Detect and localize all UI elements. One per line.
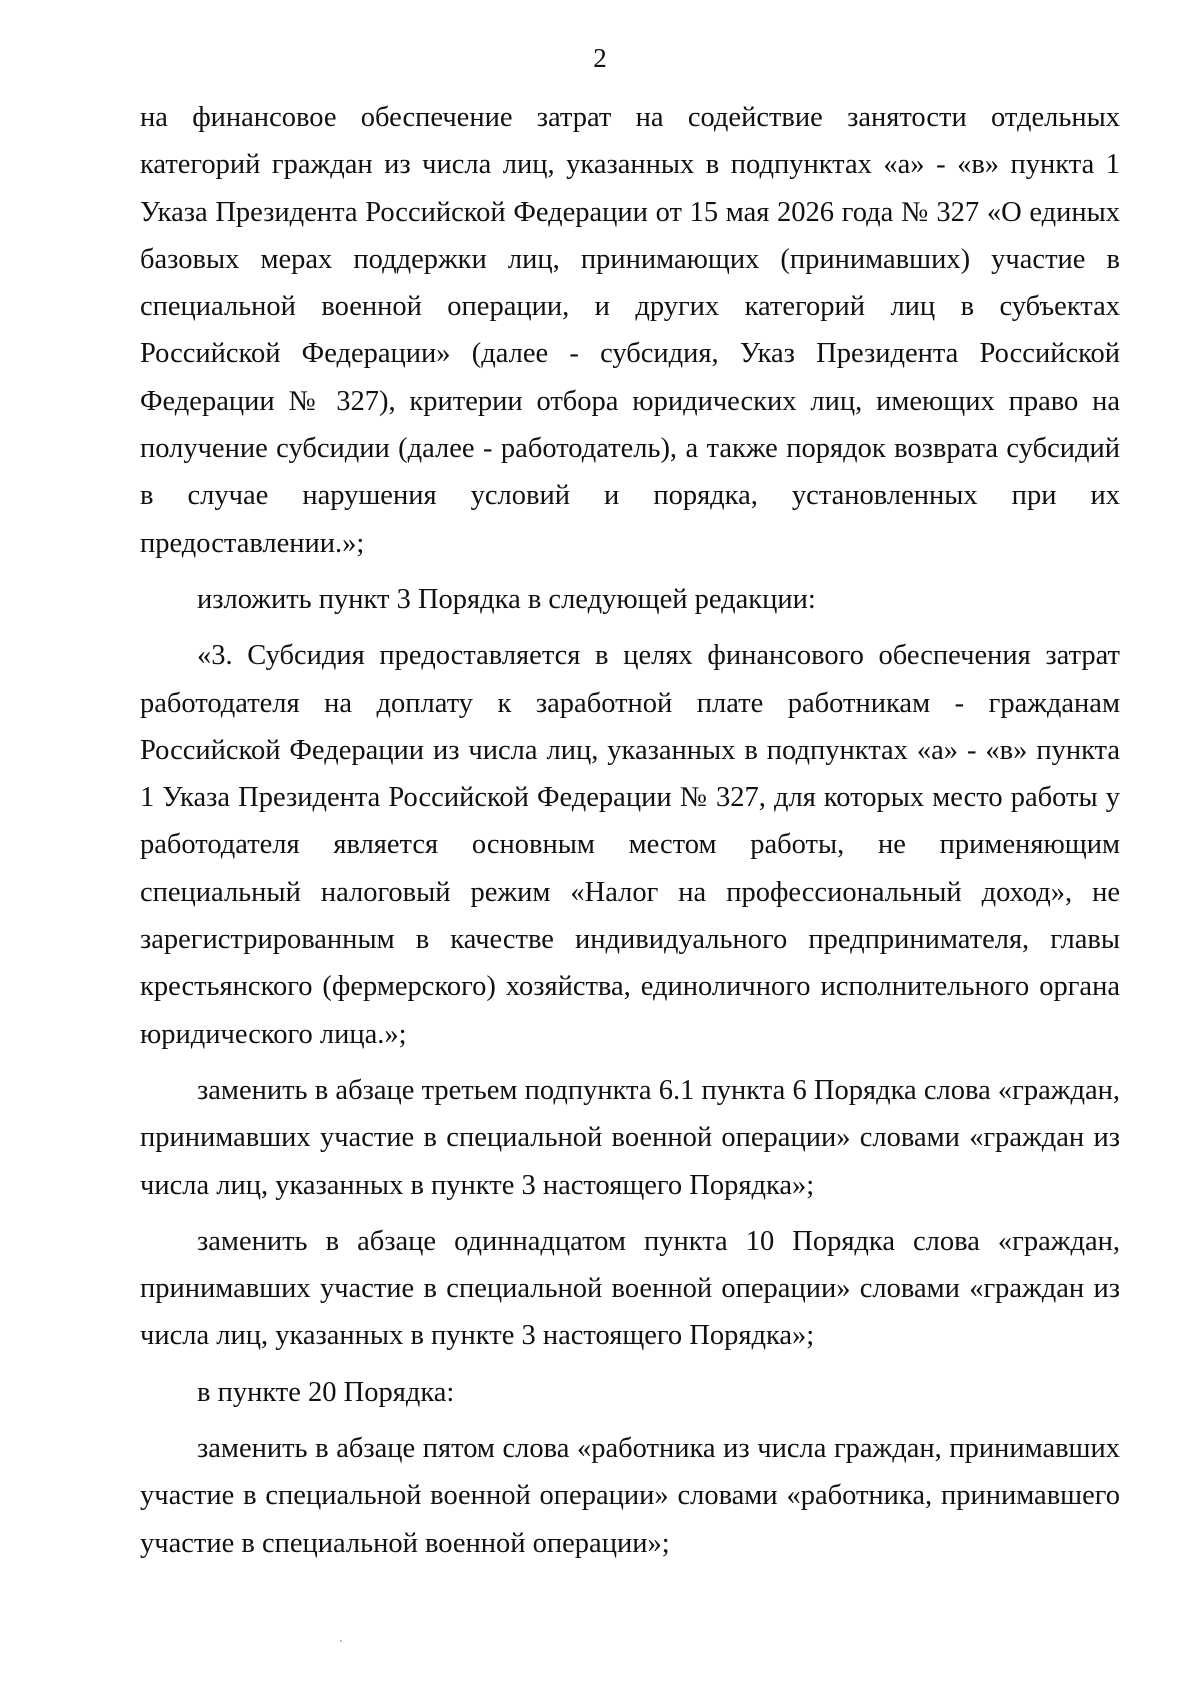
paragraph-amend-point-20: заменить в абзаце пятом слова «работника из числа граждан, принимавших участие в специальной военной операции» словами «работника, принимавшего участие в специальной военной операции»;	[140, 1433, 1120, 1559]
scan-speck	[340, 1640, 342, 1642]
page-number: 2	[593, 43, 607, 73]
paragraph-amend-point-10: заменить в абзаце одиннадцатом пункта 10 Порядка слова «граждан, принимавших участие в специальной военной операции» словами «граждан из числа лиц, указанных в пункте 3 настоящего Порядка»;	[140, 1225, 1120, 1352]
paragraph-point-20-intro: в пункте 20 Порядка:	[197, 1376, 455, 1408]
paragraph-point-3-text: «3. Субсидия предоставляется в целях финансового обеспечения затрат работодателя на доплату к заработной плате работникам - гражданам Российской Федерации из числа лиц, указанных в подпунктах «а» - «в» пункта 1 Указа Президента Российской Федерации № 327, для которых место работы у работодателя является основным местом работы, не применяющим специальный налоговый режим «Налог на профессиональный доход», не зарегистрированным в качестве индивидуального предпринимателя, главы крестьянского (фермерского) хозяйства, единоличного исполнительного органа юридического лица.»;	[140, 640, 1120, 1050]
paragraph-amend-subpoint-6-1: заменить в абзаце третьем подпункта 6.1 пункта 6 Порядка слова «граждан, принимавших участие в специальной военной операции» словами «граждан из числа лиц, указанных в пункте 3 настоящего Порядка»;	[140, 1074, 1120, 1201]
paragraph-amend-point-3: изложить пункт 3 Порядка в следующей редакции:	[197, 583, 816, 615]
paragraph-purpose-continuation: на финансовое обеспечение затрат на содействие занятости отдельных категорий граждан из числа лиц, указанных в подпунктах «а» - «в» пункта 1 Указа Президента Российской Федерации от 15 мая 2026 года № 327 «О единых базовых мерах поддержки лиц, принимающих (принимавших) участие в специальной военной операции, и других категорий лиц в субъектах Российской Федерации» (далее - субсидия, Указ Президента Российской Федерации № 327), критерии отбора юридических лиц, имеющих право на получение субсидии (далее - работодатель), а также порядок возврата субсидий в случае нарушения условий и порядка, установленных при их предоставлении.»;	[140, 102, 1120, 559]
document-body	[140, 94, 1120, 1576]
